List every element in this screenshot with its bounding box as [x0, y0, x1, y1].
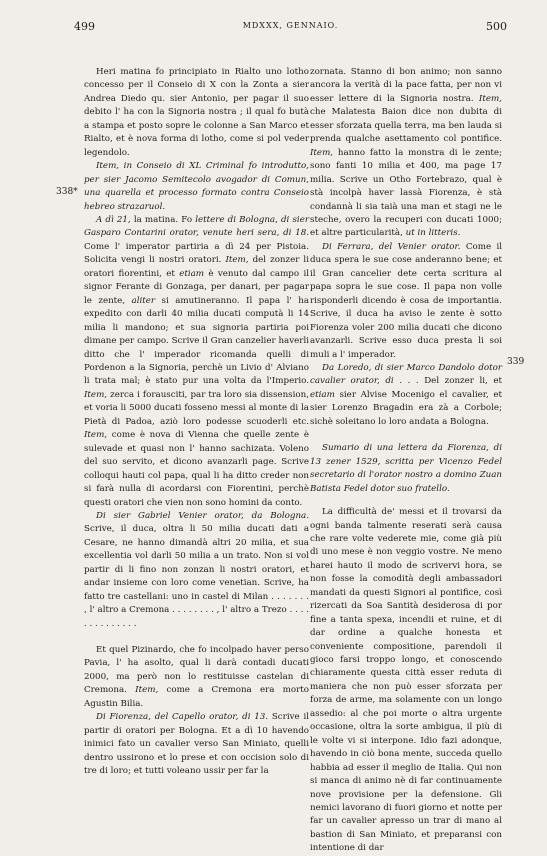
paragraph: A dì 21, la matina. Fo lettere di Bologna, di sier Gasparo Contarini orator, venute heri sera, di 18. Come l' imperator partiria a dì 24 per Pistoia. Solicita vengi li nostri oratori. Item, del zonzer li oratori fiorentini, et etiam è venuto dal campo il signor Ferante di Gonzaga, per danari, per pagar le zente, aliter si amutineranno. Il papa l' ha expedito con darli 40 milia ducati computà li 14 milia li mandono; et sua signoria partiria poi dimane per campo. Scrive il Gran canzelier haverli ditto che l' imperador ricomanda quelli di Pordenon a la Signoria, perchè un Livio d' Alviano li trata mal; è stato pur una volta da l'Imperio. Item, zerca i forausciti, par tra loro sia dissension, et voria li 5000 ducati fosseno messi al monte di la Pietà di Padoa, aziò loro podesse scuoderli etc. Item, come è nova di Vienna che quelle zente è sulevade et quasi non l' hanno sachizata. Voleno del suo servito, et dicono avanzarli page. Scrive colloqui hauti col papa, qual li ha ditto creder non si farà nulla di acordarsi con Fiorentini, perchè questi oratori che vien non sono homini da conto. — [84, 214, 310, 508]
paragraph: Di Fiorenza, del Capello orator, di 13. Scrive il partir di oratori per Bologna. Et a dì 10 havendo inimici fato un cavalier verso San Miniato, quelli dentro ussirono et lo prese et con occision solo di tre di loro; et tutti voleano ussir per far la — [84, 712, 309, 777]
paragraph: La difficultà de' messi et il trovarsi da ogni banda talmente reserati serà causa che rare volte vederete mie, come già più di uno mese è non veggio vostre. Ne meno harei hauto il modo de scrivervi hora, se non fosse la comodità degli ambassadori mandati da questi Signori al pontifice, così rizercati da Soa Santità desiderosa di por fine a tanta spexa, incendii et ruine, et di dar ordine a qualche honesta et conveniente compositione, parendoli il gioco farsi troppo longo, et conoscendo chiaramente questa città esser reduta di maniera che non può esser sforzata per forza de arme, ma solamente con un longo assedio: al che poi morte o altra urgente occasione, oltra la sorte ambigua, il più di le volte vi si interpone. Idio fazi adonque, havendo in ciò bona mente, succeda quello habbia ad esser il meglio de Italia. Qui non si manca di animo nè di far continuamente nove provisione per la defensione. Gli nemici lavorano di fuori giorno et notte per far un cavalier apresso un trar di mano al bastion di San Miniato, et preparansi con intentione di dar — [310, 507, 502, 854]
paragraph: Et quel Pizinardo, che fo incolpado haver perso Pavia, l' ha asolto, qual li darà contadi ducati 2000, ma però non lo restituisse castelan di Cremona. Item, come a Cremona era morto Agustin Bilia. — [84, 645, 309, 709]
right-column — [310, 66, 502, 856]
running-title: MDXXX, GENNAIO. — [242, 21, 339, 30]
page-number-right: 500 — [486, 20, 507, 33]
paragraph: zornata. Stanno di bon animo; non sanno ancora la verità di la pace fatta, per non vi esser lettere di la Signoria nostra. Item, che Malatesta Baion dice non dubita di esser sforzata quella terra, ma ben lauda si prenda qualche asettamento col pontifice. Item, hanno fatto la monstra di le zente; sono fanti 10 milia et 400, ma page 17 milia. Scrive un Otho Fortebrazo, qual è stà incolpà haver lassà Fiorenza, è stà condannà li sia taià una man et stagi ne le steche, overo la recuperi con ducati 1000; et altre particularità, ut in litteris. — [310, 67, 502, 239]
margin-number-338: 338* — [56, 187, 78, 197]
page-number-left: 499 — [74, 20, 95, 33]
paragraph: Item, in Conseio di XL Criminal fo introdutto, per sier Jacomo Semitecolo avogador di Comun, una quarella et processo formato contra Conseio hebreo strazaruol. — [84, 161, 309, 212]
page-header — [74, 20, 507, 38]
paragraph: Da Loredo, di sier Marco Dandolo dotor cavalier orator, di . . . Del zonzer li, et etiam sier Alvise Mocenigo el cavalier, et sier Lorenzo Bragadin era zà a Corbole; sichè soleitano lo loro andata a Bologna. — [310, 362, 502, 427]
paragraph: Di Ferrara, del Venier orator. Come il duca spera le sue cose anderanno bene; et il Gran cancelier dete certa scritura al papa sopra le sue cose. Il papa non volle risponderli dicendo è cosa de importantia. Scrive, il duca ha aviso le zente è sotto Fiorenza voler 200 milia ducati che dicono avanzarli. Scrive esso duca presta li soi muli a l' imperador. — [310, 241, 502, 360]
section-heading: Sumario di una lettera da Fiorenza, di 13 zener 1529, scritta per Vicenzo Fedel secretario di l'orator nostro a domino Zuan Batista Fedel dotor suo fratello. — [310, 443, 502, 494]
paragraph: Di sier Gabriel Venier orator, da Bologna. Scrive, il duca, oltra li 50 milia ducati dati a Cesare, ne hanno dimandà altri 20 milia, et sua excellentia vol darli 50 milia a un trato. Non si vol partir di li fino non zonzan li nostri oratori, et andar insieme con loro come venetian. Scrive, ha fatto tre castellani: uno in castel di Milan . . . . . . . , l' altro a Cremona . . . . . . . . , l' altro a Trezo . . . . . . . . . . . . . . — [84, 510, 309, 629]
left-column — [84, 66, 309, 779]
margin-number-339: 339 — [507, 357, 525, 367]
paragraph: Heri matina fo principiato in Rialto uno lotho concesso per il Conseio di X con la Zonta a sier Andrea Diedo qu. sier Antonio, per pagar il suo debito l' ha con la Signoria nostra ; il qual fo butà a stampa et posto sopre le colonne a San Marco et Rialto, et è nova forma di lotho, come si pol veder legendolo. — [84, 67, 309, 158]
